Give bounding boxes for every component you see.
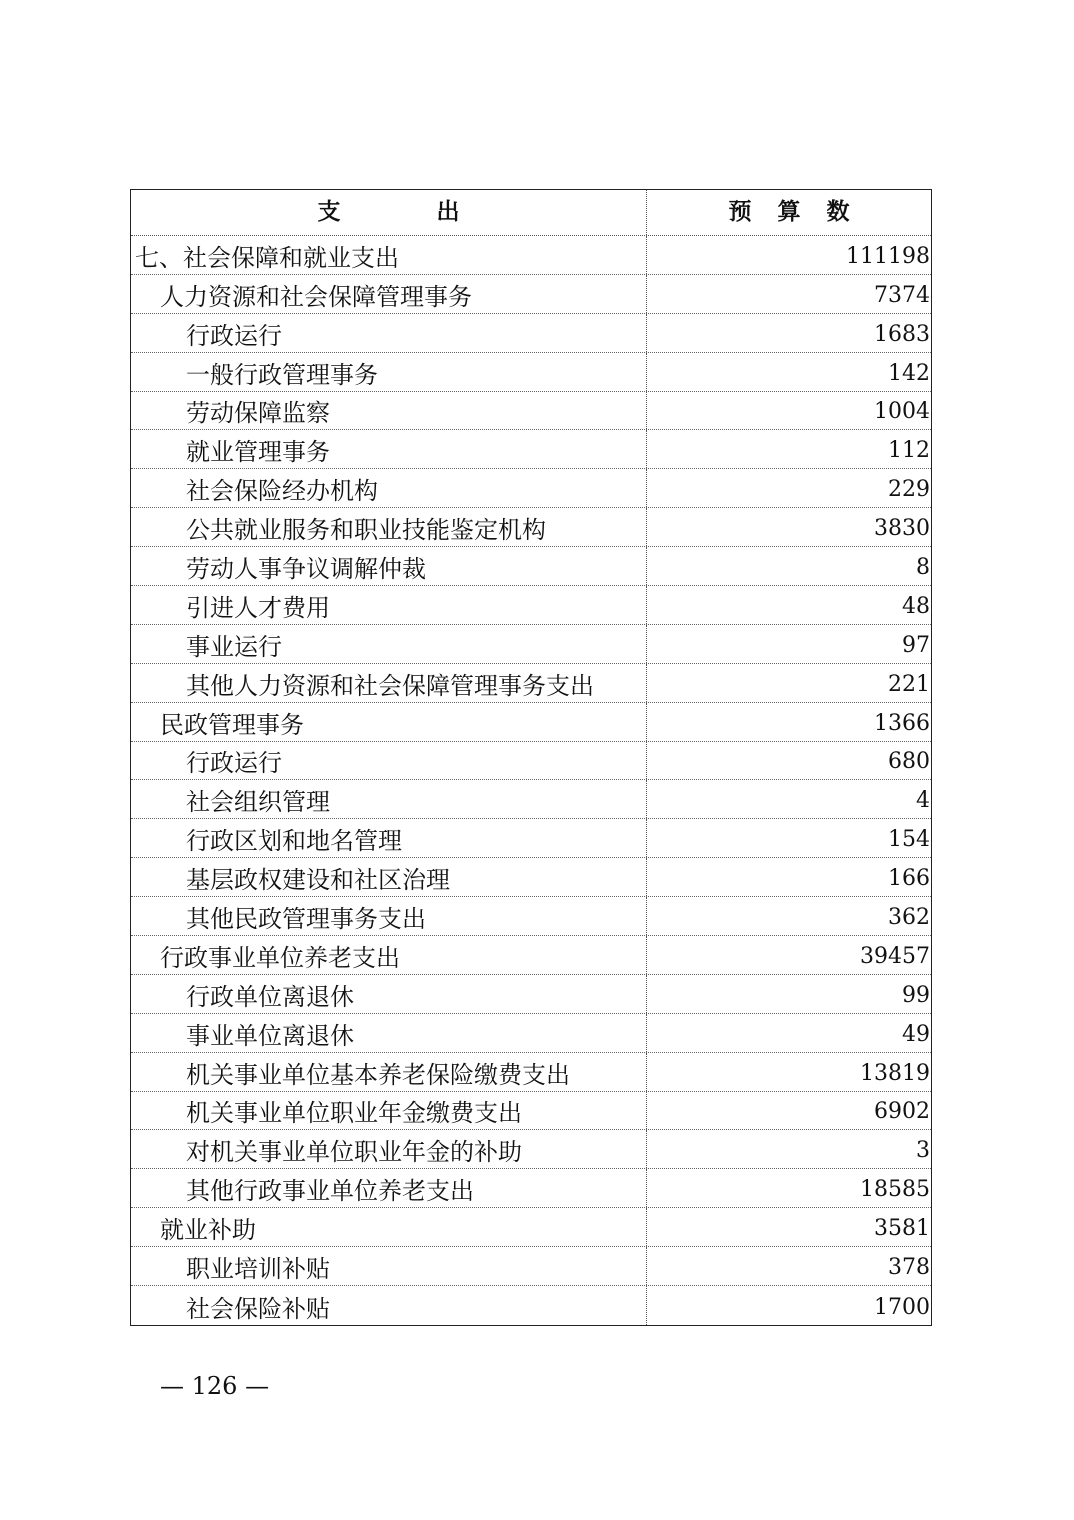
row-item-name: 基层政权建设和社区治理 bbox=[131, 858, 647, 896]
row-item-name: 行政区划和地名管理 bbox=[131, 819, 647, 857]
row-item-name: 就业补助 bbox=[131, 1208, 647, 1246]
table-row bbox=[131, 236, 931, 275]
row-item-name: 民政管理事务 bbox=[131, 703, 647, 741]
row-budget-value: 6902 bbox=[874, 1099, 930, 1125]
row-budget-value: 3 bbox=[916, 1138, 930, 1164]
table-row bbox=[131, 780, 931, 819]
row-item-name: 引进人才费用 bbox=[131, 586, 647, 624]
row-item-name: 行政事业单位养老支出 bbox=[131, 936, 647, 974]
row-budget-value: 13819 bbox=[860, 1060, 930, 1086]
row-item-name: 行政单位离退休 bbox=[131, 975, 647, 1013]
table-row bbox=[131, 858, 931, 897]
table-row bbox=[131, 1092, 931, 1131]
row-budget-value: 3830 bbox=[874, 516, 930, 542]
table-row bbox=[131, 742, 931, 781]
table-row bbox=[131, 392, 931, 431]
row-budget-value: 154 bbox=[888, 827, 930, 853]
table-row bbox=[131, 1014, 931, 1053]
header-budget: 预算数 bbox=[728, 199, 876, 225]
row-item-name: 其他民政管理事务支出 bbox=[131, 897, 647, 935]
row-item-name: 一般行政管理事务 bbox=[131, 353, 647, 391]
table-row bbox=[131, 897, 931, 936]
table-row bbox=[131, 1169, 931, 1208]
row-budget-value: 49 bbox=[902, 1021, 930, 1047]
row-item-name: 七、社会保障和就业支出 bbox=[131, 236, 647, 274]
row-budget-value: 221 bbox=[888, 671, 930, 697]
row-item-name: 社会组织管理 bbox=[131, 780, 647, 818]
row-item-name: 职业培训补贴 bbox=[131, 1247, 647, 1285]
row-budget-value: 229 bbox=[888, 477, 930, 503]
row-budget-value: 166 bbox=[888, 866, 930, 892]
table-row bbox=[131, 819, 931, 858]
row-budget-value: 97 bbox=[902, 632, 930, 658]
row-item-name: 公共就业服务和职业技能鉴定机构 bbox=[131, 508, 647, 546]
table-row bbox=[131, 625, 931, 664]
budget-table bbox=[130, 189, 932, 1326]
row-item-name: 其他人力资源和社会保障管理事务支出 bbox=[131, 664, 647, 702]
page-number: — 126 — bbox=[160, 1372, 270, 1400]
row-budget-value: 99 bbox=[902, 982, 930, 1008]
row-budget-value: 378 bbox=[888, 1255, 930, 1281]
table-row bbox=[131, 1130, 931, 1169]
table-row bbox=[131, 508, 931, 547]
table-row bbox=[131, 275, 931, 314]
row-item-name: 就业管理事务 bbox=[131, 430, 647, 468]
row-budget-value: 112 bbox=[888, 438, 930, 464]
table-header bbox=[131, 190, 931, 236]
row-budget-value: 362 bbox=[888, 905, 930, 931]
table-row bbox=[131, 664, 931, 703]
row-item-name: 劳动人事争议调解仲裁 bbox=[131, 547, 647, 585]
row-budget-value: 1700 bbox=[874, 1294, 930, 1320]
row-budget-value: 1366 bbox=[874, 710, 930, 736]
row-item-name: 机关事业单位基本养老保险缴费支出 bbox=[131, 1053, 647, 1091]
row-item-name: 行政运行 bbox=[131, 742, 647, 780]
row-budget-value: 8 bbox=[916, 555, 930, 581]
row-budget-value: 1004 bbox=[874, 399, 930, 425]
row-budget-value: 7374 bbox=[874, 282, 930, 308]
row-item-name: 事业运行 bbox=[131, 625, 647, 663]
row-item-name: 劳动保障监察 bbox=[131, 392, 647, 430]
table-row bbox=[131, 936, 931, 975]
table-row bbox=[131, 1208, 931, 1247]
row-budget-value: 142 bbox=[888, 360, 930, 386]
table-row bbox=[131, 353, 931, 392]
table-row bbox=[131, 586, 931, 625]
row-budget-value: 1683 bbox=[874, 321, 930, 347]
row-item-name: 行政运行 bbox=[131, 314, 647, 352]
table-row bbox=[131, 1053, 931, 1092]
row-item-name: 社会保险经办机构 bbox=[131, 469, 647, 507]
row-budget-value: 111198 bbox=[846, 243, 930, 269]
row-item-name: 对机关事业单位职业年金的补助 bbox=[131, 1130, 647, 1168]
row-budget-value: 48 bbox=[902, 593, 930, 619]
table-row bbox=[131, 703, 931, 742]
row-item-name: 事业单位离退休 bbox=[131, 1014, 647, 1052]
row-item-name: 其他行政事业单位养老支出 bbox=[131, 1169, 647, 1207]
table-row bbox=[131, 1247, 931, 1286]
row-item-name: 社会保险补贴 bbox=[131, 1286, 647, 1325]
row-item-name: 人力资源和社会保障管理事务 bbox=[131, 275, 647, 313]
row-budget-value: 18585 bbox=[860, 1177, 930, 1203]
row-item-name: 机关事业单位职业年金缴费支出 bbox=[131, 1092, 647, 1130]
row-budget-value: 4 bbox=[916, 788, 930, 814]
table-row bbox=[131, 314, 931, 353]
row-budget-value: 39457 bbox=[860, 943, 930, 969]
table-body bbox=[131, 236, 931, 1325]
table-row bbox=[131, 975, 931, 1014]
table-row bbox=[131, 1286, 931, 1325]
table-row bbox=[131, 430, 931, 469]
row-budget-value: 3581 bbox=[874, 1216, 930, 1242]
header-expenditure: 支出 bbox=[131, 190, 647, 235]
table-row bbox=[131, 469, 931, 508]
table-row bbox=[131, 547, 931, 586]
row-budget-value: 680 bbox=[888, 749, 930, 775]
